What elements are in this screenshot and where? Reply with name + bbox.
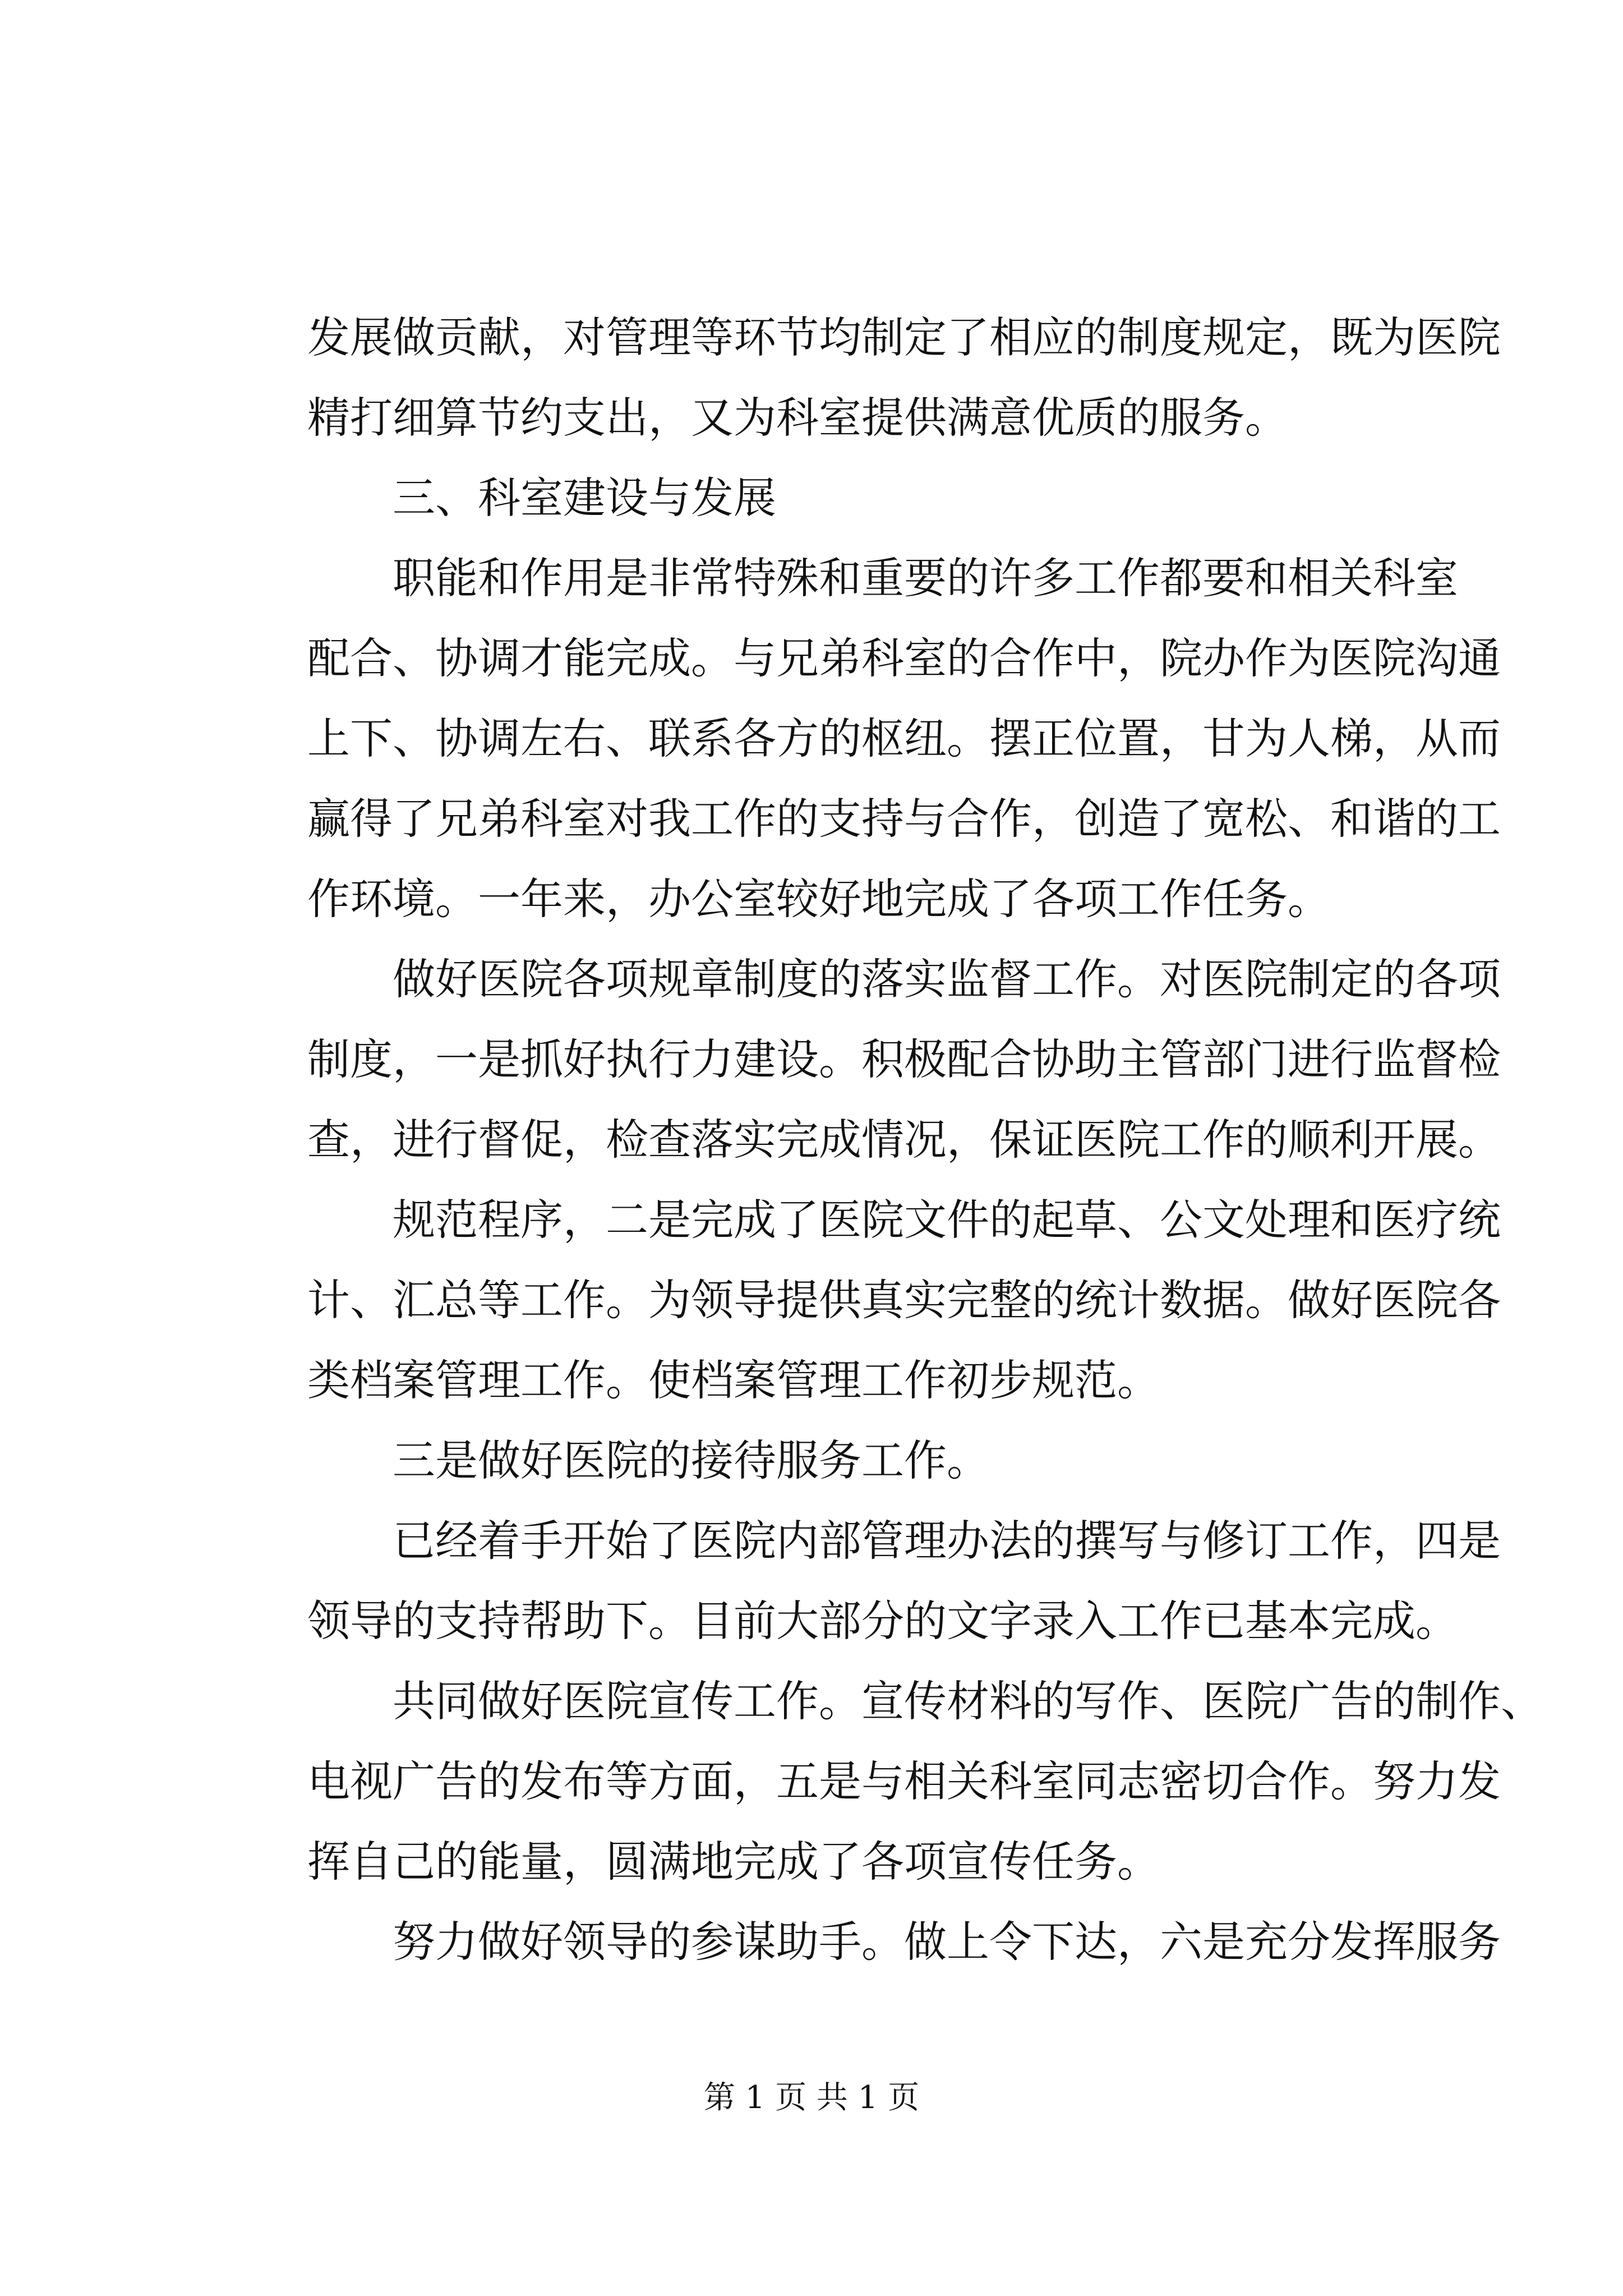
paragraph-1 xyxy=(307,297,1501,458)
paragraph-5 xyxy=(307,1180,1501,1420)
paragraph-1-line-1: 发展做贡献，对管理等环节均制定了相应的制度规定，既为医院 xyxy=(307,312,1501,362)
paragraph-3-line-3: 上下、协调左右、联系各方的枢纽。摆正位置，甘为人梯，从而 xyxy=(307,714,1501,763)
paragraph-7-line-2: 领导的支持帮助下。目前大部分的文字录入工作已基本完成。 xyxy=(307,1596,1458,1646)
paragraph-1-line-2: 精打细算节约支出，又为科室提供满意优质的服务。 xyxy=(307,393,1288,443)
section-heading-3-line-1: 三、科室建设与发展 xyxy=(307,473,776,523)
paragraph-4-line-2: 制度，一是抓好执行力建设。积极配合协助主管部门进行监督检 xyxy=(307,1034,1501,1084)
paragraph-4-line-3: 查，进行督促，检查落实完成情况，保证医院工作的顺利开展。 xyxy=(307,1115,1501,1165)
paragraph-9 xyxy=(307,1902,1501,1982)
paragraph-4-line-1: 做好医院各项规章制度的落实监督工作。对医院制定的各项 xyxy=(307,954,1501,1004)
paragraph-8-line-1: 共同做好医院宣传工作。宣传材料的写作、医院广告的制作、 xyxy=(307,1676,1543,1726)
paragraph-3-line-4: 赢得了兄弟科室对我工作的支持与合作，创造了宽松、和谐的工 xyxy=(307,794,1501,844)
section-heading-3 xyxy=(307,458,1435,538)
paragraph-5-line-1: 规范程序，二是完成了医院文件的起草、公文处理和医疗统 xyxy=(307,1195,1501,1245)
paragraph-3-line-1: 职能和作用是非常特殊和重要的许多工作都要和相关科室 xyxy=(307,553,1458,603)
paragraph-3-line-2: 配合、协调才能完成。与兄弟科室的合作中，院办作为医院沟通 xyxy=(307,633,1501,683)
document-body xyxy=(307,297,1543,1982)
paragraph-3 xyxy=(307,538,1501,939)
paragraph-8-line-2: 电视广告的发布等方面，五是与相关科室同志密切合作。努力发 xyxy=(307,1756,1501,1806)
paragraph-8 xyxy=(307,1661,1543,1902)
paragraph-7 xyxy=(307,1501,1501,1661)
paragraph-6-line-1: 三是做好医院的接待服务工作。 xyxy=(307,1435,989,1485)
paragraph-5-line-3: 类档案管理工作。使档案管理工作初步规范。 xyxy=(307,1355,1160,1405)
paragraph-9-line-1: 努力做好领导的参谋助手。做上令下达，六是充分发挥服务 xyxy=(307,1917,1501,1967)
paragraph-5-line-2: 计、汇总等工作。为领导提供真实完整的统计数据。做好医院各 xyxy=(307,1275,1501,1325)
paragraph-4 xyxy=(307,939,1501,1180)
paragraph-8-line-3: 挥自己的能量，圆满地完成了各项宣传任务。 xyxy=(307,1837,1160,1887)
paragraph-7-line-1: 已经着手开始了医院内部管理办法的撰写与修订工作，四是 xyxy=(307,1516,1501,1566)
paragraph-6 xyxy=(307,1420,1435,1501)
page-number-footer: 第 1 页 共 1 页 xyxy=(703,2079,920,2116)
paragraph-3-line-5: 作环境。一年来，办公室较好地完成了各项工作任务。 xyxy=(307,874,1330,924)
